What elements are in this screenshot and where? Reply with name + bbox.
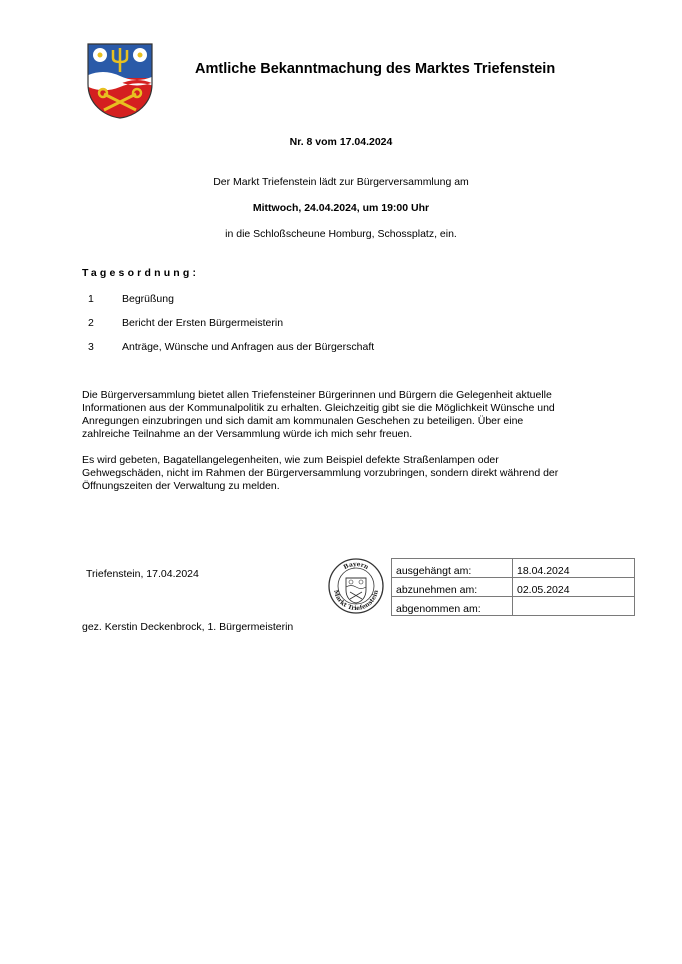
table-row: [392, 578, 635, 597]
notice-number: Nr. 8 vom 17.04.2024: [289, 136, 393, 148]
place-date: Triefenstein, 17.04.2024: [86, 568, 199, 580]
agenda-item-number: 1: [88, 293, 94, 305]
paragraph-line: Informationen aus der Kommunalpolitik zu erhalten. Gleichzeitig gibt sie die Möglichkeit Wünsche und: [82, 402, 555, 414]
paragraph-line: Es wird gebeten, Bagatellangelegenheiten, wie zum Beispiel defekte Straßenlampen oder: [82, 454, 499, 466]
info-paragraph: [82, 389, 612, 441]
agenda-item-number: 3: [88, 341, 94, 353]
paragraph-line: Anregungen einzubringen und sich damit am kommunalen Geschehen zu beteiligen. Über eine: [82, 415, 524, 427]
meeting-date-time: Mittwoch, 24.04.2024, um 19:00 Uhr: [252, 202, 430, 214]
paragraph-line: Gehwegschäden, nicht im Rahmen der Bürgerversammlung vorzubringen, sondern direkt während der: [82, 467, 559, 479]
posting-value: 18.04.2024: [513, 559, 635, 578]
posting-value: [513, 597, 635, 616]
posting-label: abzunehmen am:: [392, 578, 513, 597]
posting-value: 02.05.2024: [513, 578, 635, 597]
posting-table: [391, 558, 635, 616]
svg-text:Markt Triefenstein: Markt Triefenstein: [331, 589, 380, 613]
agenda-item-number: 2: [88, 317, 94, 329]
agenda-item-text: Anträge, Wünsche und Anfragen aus der Bürgerschaft: [122, 341, 375, 353]
paragraph-line: Die Bürgerversammlung bietet allen Triefensteiner Bürgerinnen und Bürgern die Gelegenheit aktuelle: [82, 389, 552, 401]
official-seal-stamp: [328, 558, 384, 614]
page-title: Amtliche Bekanntmachung des Marktes Triefenstein: [195, 61, 556, 77]
table-row: [392, 597, 635, 616]
agenda-heading: Tagesordnung:: [82, 267, 200, 279]
coat-of-arms-logo: [86, 42, 154, 120]
svg-text:Bayern: Bayern: [342, 560, 370, 572]
notice-intro: Der Markt Triefenstein lädt zur Bürgerversammlung am: [213, 176, 469, 188]
paragraph-line: Öffnungszeiten der Verwaltung zu melden.: [82, 480, 280, 492]
table-row: [392, 559, 635, 578]
signature-line: gez. Kerstin Deckenbrock, 1. Bürgermeisterin: [82, 621, 294, 633]
paragraph-line: zahlreiche Teilnahme an der Versammlung würde ich mich sehr freuen.: [82, 428, 413, 440]
meeting-location: in die Schloßscheune Homburg, Schossplatz, ein.: [225, 228, 457, 240]
agenda-item-text: Bericht der Ersten Bürgermeisterin: [122, 317, 284, 329]
request-paragraph: [82, 454, 612, 493]
posting-label: ausgehängt am:: [392, 559, 513, 578]
posting-label: abgenommen am:: [392, 597, 513, 616]
agenda-item-text: Begrüßung: [122, 293, 174, 305]
